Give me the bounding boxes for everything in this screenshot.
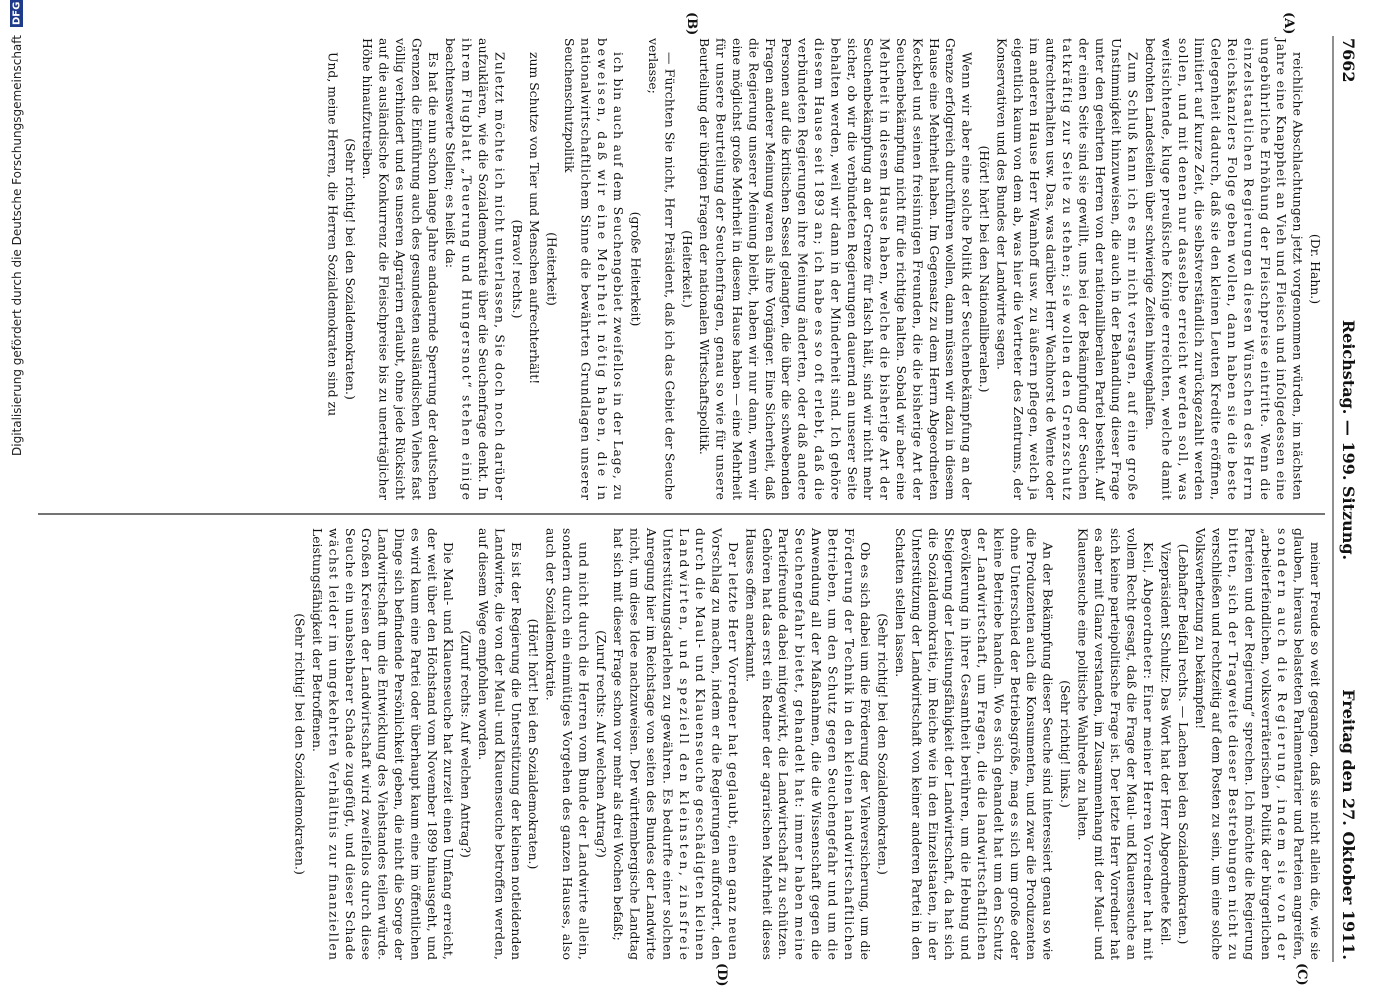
text-line: Seuchenbekämpfung an der Grenze für falsch hält, sind wir nicht mehr: [861, 38, 877, 500]
text-line: An der Bekämpfung dieser Seuche sind interessiert genau so wie: [1040, 542, 1056, 960]
text-line: Bevölkerung in ihrer Gesamtheit berühren, um die Hebung und: [958, 528, 974, 960]
text-line: Zum Schluß kann ich es mir nicht versagen, auf eine große: [1125, 52, 1141, 500]
text-line: (Dr. Hahn.): [1308, 233, 1323, 305]
text-line: nicht, um diese Idee nachzuweisen. Der württembergische Landtag: [627, 528, 643, 960]
text-line: ihrem Flugblatt „Teuerung und Hungersnot“ stehen einige: [459, 38, 475, 500]
text-line: auch der Sozialdemokratie.: [543, 528, 559, 701]
left-column: [325, 36, 1323, 501]
text-line: Seuchengefahr bietet, gehandelt hat: immer haben meine: [792, 528, 808, 960]
text-line: einzelstaatlichen Regierungen diesen Wünschen des Herrn: [1241, 38, 1257, 501]
text-line: Parteien und der Regierung“ sprechen. Ich möchte die Regierung: [1242, 528, 1258, 960]
text-line: Ob es sich dabei um die Förderung der Viehversicherung, um die: [858, 542, 874, 960]
text-line: limitiert auf kurze Zeit, die selbstverständlich zurückgezahlt werden: [1192, 38, 1208, 500]
text-line: Unstimmigkeit hinzuweisen, die auch in der Behandlung dieser Frage: [1109, 38, 1125, 500]
text-line: eigentlich kaum von dem ab, was hier die Vertreter des Zentrums, der: [1010, 38, 1026, 500]
text-line: Grenze erfolgreich durchführen wollen, dann müssen wir dazu in diesem: [943, 38, 959, 500]
text-line: Der letzte Herr Vorredner hat geglaubt, einen ganz neuen: [726, 542, 741, 960]
text-line: glauben, hieraus belasteten Parlamentarier und Parteien angreifen,: [1291, 528, 1307, 960]
text-line: Schatten stellen lassen.: [893, 528, 908, 678]
text-line: (Lebhafter Beifall rechts. — Lachen bei den Sozialdemokraten.): [1175, 543, 1191, 945]
text-line: Parteifreunde dabei mitgewirkt, die Landwirtschaft zu schützen.: [776, 528, 792, 960]
text-line: Vizepräsident Schultz: Das Wort hat der Herr Abgeordnete Keil.: [1158, 542, 1174, 946]
running-date: Freitag den 27. Oktober 1911.: [1339, 689, 1358, 960]
text-line: Dinge sich befindende Persönlichkeit geben, die nicht die Sorge der: [392, 528, 407, 960]
text-line: (Sehr richtig! links.): [1058, 680, 1073, 808]
page-number: 7662: [1339, 38, 1358, 83]
text-line: Es ist der Regierung die Unterstützung der kleinen notleidenden: [508, 542, 524, 960]
marker-d: (D): [714, 963, 729, 987]
text-line: Keckbel und seinen freisinnigen Freunden, die die bisherige Art der: [910, 38, 926, 500]
text-line: verschließen und rechtzeitig auf dem Posten zu sein, um eine solche: [1209, 528, 1225, 960]
text-line: Wenn wir aber eine solche Politik der Seuchenbekämpfung an der: [959, 52, 975, 500]
text-line: Die Maul- und Klauenseuche hat zurzeit einen Umfang erreicht,: [441, 542, 457, 960]
text-line: diesem Hause seit 1893 an; ich habe es so oft erlebt, daß die: [812, 38, 827, 500]
text-line: tatkräftig zur Seite zu stehen; sie wollen den Grenzschutz: [1060, 38, 1075, 500]
text-line: Vorschlag zu machen, indem er die Regierungen auffordert, den: [709, 528, 725, 960]
text-line: der einen Seite sind sie gewillt, uns bei der Bekämpfung der Seuchen: [1076, 38, 1092, 500]
text-line: Förderung der Technik in den kleinen landwirtschaftlichen: [841, 528, 857, 960]
text-line: die Regierung unserer Meinung bleibt, haben wir nur dann, wenn wir: [746, 38, 762, 500]
text-line: Landwirten, und speziell den kleinsten, zinsfreie: [676, 528, 692, 961]
text-line: beweisen, daß wir eine Mehrheit nötig haben, die in: [594, 38, 610, 500]
text-line: Reichskanzlers Folge geben wollen, dann haben sie die beste: [1225, 38, 1240, 500]
text-line: (Sehr richtig! bei den Sozialdemokraten.): [875, 613, 891, 875]
text-line: reichliche Abschlachtungen jetzt vorgenommen würden, im nächsten: [1290, 52, 1306, 500]
text-line: der weit über den Höchstand vom November 1899 hinausgeht, und: [424, 528, 440, 960]
text-line: für unsere Beurteilung der Seuchenfragen, genau so wie für unsere: [713, 38, 729, 500]
text-line: auf die ausländische Konkurrenz die Fleischpreise bis zu unerträglicher: [376, 38, 392, 500]
text-line: (große Heiterkeit): [628, 211, 644, 327]
text-line: behalten werden, weil wir dann in der Minderheit sind. Ich gehöre: [828, 38, 844, 500]
dfg-logo: DFG: [11, 2, 23, 26]
text-line: verbündeten Regierungen ihre Meinung änderten, oder daß andere: [795, 38, 811, 500]
text-line: bedrohten Landesteilen über schwierige Zeiten hinweghalfen.: [1143, 38, 1158, 430]
text-line: wächst leider im umgekehrten Verhältnis zur finanziellen: [326, 528, 342, 960]
text-line: sondern durch ein einmütiges Vorgehen des ganzen Hauses, also: [560, 528, 575, 960]
text-line: Gehören hat das erst ein Redner der agrarischen Mehrheit dieses: [759, 528, 775, 960]
text-line: unter den geehrten Herren von der nationalliberalen Partei besteht. Auf: [1092, 38, 1108, 500]
text-line: Leistungsfähigkeit der Betroffenen.: [310, 528, 325, 752]
text-line: Anregung hier im Reichstage von seiten des Bundes der Landwirte: [644, 528, 659, 960]
text-line: Grenzen die Einführung auch des gesundesten ausländischen Viehes fast: [409, 38, 425, 500]
text-line: sicher, ob wir die verbündeten Regierungen dauernd an unserer Seite: [844, 38, 860, 500]
text-line: sondern auch die Regierung, indem sie von der: [1275, 528, 1291, 960]
text-line: Volksverhetzung zu bekämpfen!: [1193, 528, 1209, 730]
text-line: die Sozialdemokratie, im Reiche wie in den Einzelstaaten, in der: [925, 528, 941, 960]
text-line: im anderen Hause Herr Wamhoff usw. zu äußern pflegen, welch ja: [1027, 38, 1043, 501]
text-line: Zuletzt möchte ich nicht unterlassen, Sie doch noch darüber: [492, 52, 508, 501]
text-line: es aber mit Glanz verstanden, im Zusammenhang mit der Maul- und: [1091, 528, 1107, 960]
text-line: — Fürchten Sie nicht, Herr Präsident, daß ich das Gebiet der Seuche: [662, 52, 678, 500]
right-column: [293, 527, 1323, 960]
text-line: Fragen anderer Meinung waren als ihre Vorgänger. Eine Sicherheit, daß: [762, 38, 778, 500]
text-line: aufzuklären, wie die Sozialdemokratie über die Seuchenfrage denkt. In: [476, 38, 491, 500]
text-line: Seuchenschutzpolitik: [562, 38, 577, 173]
text-line: Höhe hinaufzutreiben.: [360, 38, 376, 180]
text-line: Seuche ein unabsehbarer Schade zugefügt, und dieser Schade: [342, 528, 358, 960]
text-line: eine möglichst große Mehrheit in diesem Hause haben — eine Mehrheit: [730, 38, 745, 500]
text-line: Landwirtschaft um die Entwicklung des Viehstandes teilen würde.: [375, 528, 391, 960]
text-line: verlasse;: [646, 38, 661, 94]
text-line: (Heiterkeit): [544, 232, 560, 306]
marker-b: (B): [684, 12, 699, 36]
text-line: auf diesem Wege empfohlen worden.: [476, 528, 491, 761]
text-line: Klauenseuche eine politische Wahlrede zu halten.: [1075, 528, 1091, 841]
text-line: Unterstützung der Landwirtschaft von keiner anderen Partei in den: [909, 528, 925, 960]
text-line: meiner Freude so weit gegangen, daß sie nicht allein die, wie sie: [1308, 542, 1323, 960]
text-line: (Sehr richtig! bei den Sozialdemokraten.): [292, 613, 308, 875]
text-line: vollem Recht gesagt, daß die Frage der Maul- und Klauenseuche an: [1124, 528, 1140, 960]
text-line: weitsichtende, kluge preußische Könige erreichten, welche damit: [1159, 38, 1175, 501]
text-line: Seuchenbekämpfung nicht für die richtige halten. Sobald wir aber eine: [894, 38, 909, 500]
text-line: Und, meine Herren, die Herren Sozialdemokraten sind zu: [325, 52, 341, 417]
text-line: zum Schutze von Tier und Menschen aufrechterhält!: [527, 52, 543, 385]
running-title: Reichstag. — 199. Sitzung.: [1339, 319, 1358, 561]
text-line: kleine Betriebe handeln. Wo es sich gehandelt hat um den Schutz: [991, 528, 1007, 960]
text-line: die Produzenten auch die Konsumenten, und zwar die Produzenten: [1024, 528, 1040, 960]
text-line: bitten, sich der Tragweite dieser Bestrebungen nicht zu: [1226, 528, 1241, 960]
text-line: und nicht durch die Herren vom Bunde der Landwirte allein,: [576, 542, 592, 960]
text-line: Jahre eine Knappheit an Vieh und Fleisch und infolgedessen eine: [1274, 38, 1290, 501]
text-line: (Heiterkeit.): [679, 230, 695, 308]
text-line: Unterstützungsdarlehen zu gewähren. Es bedurfte einer solchen: [660, 528, 676, 960]
text-line: (Hört! hört! bei den Sozialdemokraten.): [526, 618, 542, 870]
text-line: Personen auf die kritischen Sessel gelangten, die über die schwebenden: [779, 38, 795, 500]
text-line: der Landwirtschaft, um Fragen, die die landwirtschaftlichen: [975, 528, 990, 960]
text-line: nationalwirtschaftlichem Sinne die bewährten Grundlagen unserer: [578, 38, 594, 500]
text-line: ich bin auch auf dem Seuchengebiet zweifellos in der Lage, zu: [611, 52, 627, 500]
text-line: Steigerung der Leistungsfähigkeit der Landwirtschaft, da hat sich: [942, 528, 958, 960]
text-line: durch die Maul- und Klauenseuche geschädigten kleinen: [693, 528, 709, 961]
text-line: (Sehr richtig! bei den Sozialdemokraten.): [342, 138, 358, 400]
digitization-note: [6, 0, 28, 1000]
text-line: beachtenswerte Stellen; es heißt da:: [443, 38, 459, 269]
text-line: (Hört! hört! bei den Nationalliberalen.): [977, 145, 992, 393]
marker-c: (C): [1294, 963, 1309, 986]
digitization-text: Digitalisierung gefördert durch die Deutsche Forschungsgemeinschaft: [10, 35, 24, 457]
text-line: Beurteilung der übrigen Fragen der nationalen Wirtschaftspolitik.: [697, 38, 713, 455]
text-line: Anwendung all der Maßnahmen, die die Wissenschaft gegen die: [809, 528, 824, 960]
text-line: ohne Unterschied der Betriebsgröße, mag es sich um große oder: [1007, 528, 1023, 960]
text-line: ungebührliche Erhöhung der Fleischpreise eintritte. Wenn die: [1257, 38, 1273, 500]
text-line: Konservativen und des Bundes der Landwirte sagen.: [994, 38, 1010, 370]
text-line: Großen Kreisen der Landwirtschaft wird zweifellos durch diese: [359, 528, 375, 960]
text-line: Mehrheit in diesem Hause haben, welche die bisherige Art der: [877, 38, 893, 500]
text-line: „arbeiterfeindlichen, volksverräterischen Politik der bürgerlichen: [1258, 528, 1274, 960]
text-line: es wird kaum eine Partei oder überhaupt kaum eine im öffentlichen: [408, 528, 424, 960]
text-line: Keil, Abgeordneter: Einer meiner Herren Vorredner hat mit: [1141, 542, 1156, 960]
text-line: (Zuruf rechts: Auf welchen Antrag?): [593, 630, 609, 858]
text-line: hat sich mit dieser Frage schon vor mehr als drei Wochen befaßt;: [611, 528, 627, 941]
text-line: Landwirte, die von der Maul- und Klauenseuche betroffen werden,: [492, 528, 508, 960]
text-line: (Zuruf rechts: Auf welchen Antrag?): [458, 630, 474, 858]
text-line: Es hat die nun schon lange Jahre andauernde Sperrung der deutschen: [425, 52, 441, 500]
text-line: aufrechterhalten usw. Das, was darüber Herr Wachhorst de Wente oder: [1043, 38, 1059, 500]
text-line: völlig verhindert und es unseren Agrariern erlaubt, ohne jede Rücksicht: [393, 38, 408, 500]
text-line: Betrieben, um den Schutz gegen Seuchengefahr und um die: [825, 528, 841, 960]
text-line: Hause eine Mehrheit haben. Im Gegensatz zu dem Herrn Abgeordneten: [926, 38, 942, 500]
text-line: sollen, und mit denen nur dasselbe erreicht werden soll, was: [1175, 38, 1191, 501]
text-line: sich keine parteipolitische Frage ist. Der letzte Herr Vorredner hat: [1108, 528, 1124, 960]
text-line: (Bravo! rechts.): [509, 219, 525, 319]
text-line: Hauses offen anerkannt.: [743, 528, 759, 683]
marker-a: (A): [1281, 12, 1296, 35]
text-line: Gelegenheit dadurch, daß sie den kleinen Leuten Kredite eröffnen,: [1208, 38, 1224, 500]
